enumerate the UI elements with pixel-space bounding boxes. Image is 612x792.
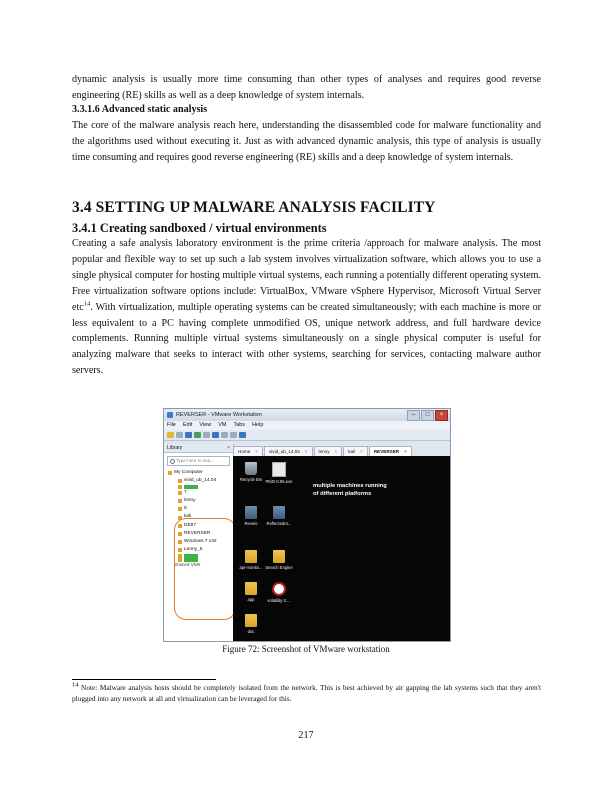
tab-vivid[interactable] — [264, 446, 313, 456]
app-icon — [273, 506, 285, 519]
tab-label: REVERSER — [373, 449, 400, 454]
library-panel — [164, 444, 234, 641]
desktop-annotation — [313, 482, 387, 498]
tab-label: lenny — [318, 449, 330, 454]
menu-bar — [164, 421, 450, 430]
vm-icon — [178, 479, 182, 483]
vmware-app-icon — [167, 412, 173, 418]
desktop-icon[interactable] — [265, 506, 293, 526]
desktop-icon[interactable] — [237, 614, 265, 634]
footnote-divider — [72, 679, 216, 680]
vm-icon — [178, 491, 182, 495]
tree-item-label: 7 — [184, 490, 187, 496]
file-icon — [272, 462, 286, 477]
subsection-heading-sandbox: 3.4.1 Creating sandboxed / virtual environments — [72, 221, 327, 235]
folder-icon — [273, 550, 285, 563]
desktop-icon[interactable] — [265, 462, 293, 484]
desktop-icon-label: doc — [247, 629, 255, 634]
menu-help[interactable]: Help — [252, 422, 264, 428]
desktop-icon[interactable] — [265, 550, 293, 570]
desktop-icon-label: api-monito... — [239, 565, 263, 570]
tree-root-label: My Computer — [174, 470, 203, 475]
vmware-screenshot — [163, 408, 451, 642]
tree-item-vm[interactable] — [168, 477, 233, 485]
sandbox-text-part1: Creating a safe analysis laboratory environment is the prime criteria /approach for malware analysis. The most popular and flexible way to set up such a lab system involves virtualization software, which allows you to use a single physical computer for hosting multiple virtual systems, each running a potentially different operating system. Free virtualization software options include: VirtualBox, VMware vSphere Hypervisor, Microsoft Virtual Server etc — [72, 238, 541, 313]
section-heading: 3.4 SETTING UP MALWARE ANALYSIS FACILITY — [72, 199, 436, 216]
tab-label: Home — [238, 449, 251, 454]
revert-icon[interactable] — [194, 432, 201, 438]
tree-item-vm[interactable] — [168, 505, 233, 513]
desktop-icon[interactable] — [265, 582, 293, 603]
highlight-oval — [174, 518, 236, 620]
computer-icon — [168, 471, 172, 475]
library-close-icon[interactable]: × — [227, 445, 230, 451]
desktop-icon-label: Revelo — [244, 521, 258, 526]
footnote-number: 14 — [72, 681, 79, 689]
volatility-icon — [272, 582, 286, 596]
tab-close-icon[interactable]: × — [360, 449, 363, 454]
tree-item-label: 8 — [184, 506, 187, 512]
close-button[interactable]: × — [435, 410, 448, 421]
library-search-input[interactable] — [167, 456, 230, 466]
footnote-reference[interactable]: 14 — [83, 300, 91, 308]
menu-view[interactable]: View — [199, 422, 212, 428]
recycle-bin-icon — [245, 462, 257, 475]
footnote — [72, 683, 541, 704]
folder-icon — [245, 614, 257, 627]
desktop-icon-label: PEiD-0.95.exe — [265, 479, 293, 484]
dropdown-icon[interactable] — [176, 432, 183, 438]
tab-kali[interactable] — [343, 446, 368, 456]
tab-lenny[interactable] — [314, 446, 343, 456]
search-icon — [170, 459, 175, 464]
maximize-button[interactable]: □ — [421, 410, 434, 421]
tree-item-label: Lenny_6 — [184, 546, 203, 552]
menu-vm[interactable]: VM — [218, 422, 227, 428]
tab-label: kali — [348, 449, 356, 454]
window-controls — [407, 410, 448, 421]
tree-item-label: vivid_ub_14.04 — [184, 478, 217, 484]
desktop-icon-label: Recycle Bin — [239, 477, 263, 482]
desktop-icon[interactable] — [237, 506, 265, 526]
desktop-icon-label: volatility-2.... — [267, 598, 291, 603]
view-icon[interactable] — [239, 432, 246, 438]
tree-item-vm[interactable] — [168, 497, 233, 505]
tree-item-label: lenny — [184, 498, 196, 504]
tree-item-shared-vms[interactable]: Shared VMs — [174, 562, 201, 568]
desktop-icon[interactable] — [237, 582, 265, 602]
folder-icon — [245, 582, 257, 595]
tab-home[interactable] — [233, 446, 263, 456]
search-placeholder: Type here to sea... — [176, 458, 215, 463]
annotation-line-1: multiple machines running — [313, 483, 387, 489]
tab-close-icon[interactable]: × — [255, 449, 258, 454]
tab-close-icon[interactable]: × — [304, 449, 308, 454]
snapshot-icon[interactable] — [185, 432, 192, 438]
footnote-text: Note: Malware analysis hosts should be completely isolated from the network. This is best achieved by air gapping the lab systems such that they aren't plugged into any network at all and virtualization can be leveraged for this. — [72, 683, 541, 703]
desktop-icon-label: app — [247, 597, 255, 602]
menu-file[interactable]: File — [167, 422, 176, 428]
desktop-icon-label: Search Engine — [265, 565, 293, 570]
power-icon[interactable] — [167, 432, 174, 438]
vm-icon — [178, 499, 182, 503]
vm-desktop[interactable] — [233, 456, 450, 641]
unity-icon[interactable] — [221, 432, 228, 438]
intro-paragraph: dynamic analysis is usually more time consuming than other types of analyses and requires good reverse engineering (RE) skills as well as a deep knowledge of system internals. — [72, 74, 541, 101]
annotation-line-2: of different platforms — [313, 491, 372, 497]
sandbox-text-part2: . With virtualization, multiple operating systems can be created simultaneously; with each machine is more or less equivalent to a PC having complete unmodified OS, unique network address, and full hardware device complements. Running multiple virtual systems simultaneously on a single physical computer is useful for analyzing malware that seeks to interact with other systems, searching for services, contacting malware author servers. — [72, 301, 541, 377]
advanced-static-paragraph: The core of the malware analysis reach here, understanding the disassembled code for malware functionality and the algorithms used without executing it. Just as with advanced dynamic analysis, this type of analysis is usually time consuming and requires good reverse engineering (RE) skills and a deep knowledge of system internals. — [72, 120, 541, 163]
library-header — [164, 444, 233, 453]
figure-caption: Figure 72: Screenshot of VMware workstation — [222, 644, 390, 654]
tab-label: vivid_ub_14.04 — [268, 449, 300, 454]
folder-icon — [245, 550, 257, 563]
desktop-icon[interactable] — [237, 550, 265, 570]
fullscreen-icon[interactable] — [212, 432, 219, 438]
manage-snapshots-icon[interactable] — [203, 432, 210, 438]
tree-root-my-computer[interactable] — [168, 469, 233, 477]
vm-icon — [178, 507, 182, 511]
desktop-icon-label: Reflectedro... — [266, 521, 292, 526]
menu-tabs[interactable]: Tabs — [233, 422, 246, 428]
tree-item-label: REVERSER — [184, 530, 211, 536]
vm-icon — [178, 485, 182, 489]
subsection-heading-advanced-static: 3.3.1.6 Advanced static analysis — [72, 104, 208, 115]
tab-close-icon[interactable]: × — [404, 449, 407, 454]
tab-close-icon[interactable]: × — [334, 449, 338, 454]
tree-item-label: DE87 — [184, 522, 196, 528]
tab-reverser[interactable] — [369, 446, 412, 456]
sandbox-paragraph — [72, 236, 541, 379]
toolbar — [164, 430, 450, 441]
window-title: REVERSER - VMware Workstation — [176, 412, 262, 418]
tree-item-vm[interactable] — [168, 489, 233, 497]
tree-item-label: kali — [184, 514, 192, 520]
tree-item-label: Windows 7 x32 — [184, 538, 217, 544]
page-number: 217 — [298, 730, 314, 741]
desktop-icon[interactable] — [237, 462, 265, 482]
library-label: Library — [167, 445, 183, 451]
menu-edit[interactable]: Edit — [182, 422, 193, 428]
minimize-button[interactable]: – — [407, 410, 420, 421]
window-titlebar — [164, 409, 450, 421]
vm-tab-bar — [233, 446, 450, 456]
app-icon — [245, 506, 257, 519]
console-icon[interactable] — [230, 432, 237, 438]
